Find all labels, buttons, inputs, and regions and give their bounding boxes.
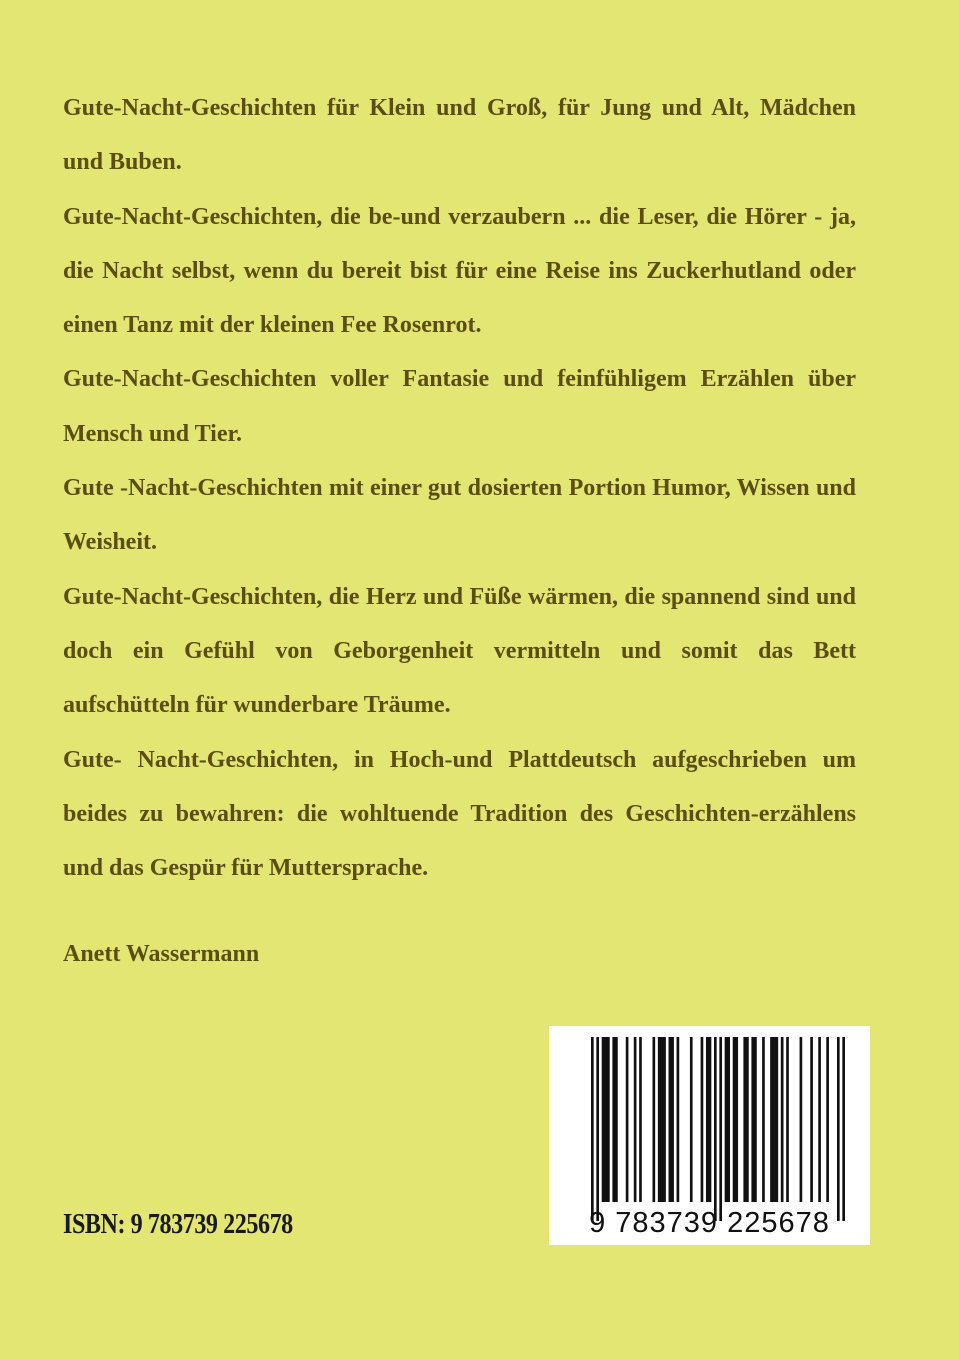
blurb-paragraph: Gute -Nacht-Geschichten mit einer gut dosierten Portion Humor, Wissen und Weisheit.: [63, 475, 856, 556]
blurb-paragraph: Gute-Nacht-Geschichten für Klein und Groß, für Jung und Alt, Mädchen und Buben.: [63, 95, 856, 176]
barcode-bar: [602, 1037, 610, 1202]
blurb-paragraph: Gute- Nacht-Geschichten, in Hoch-und Plattdeutsch aufgeschrieben um beides zu bewahren: die wohltuende Tradition des Geschichten-erzählens und das Gespür für Muttersprache.: [63, 746, 856, 882]
blurb-paragraph: Gute-Nacht-Geschichten, die be-und verzaubern ... die Leser, die Hörer - ja, die Nacht selbst, wenn du bereit bist für eine Reise ins Zuckerhutland oder einen Tanz mit der kleinen Fee Rosenrot.: [63, 203, 856, 339]
barcode-bar: [837, 1037, 840, 1221]
barcode-bar: [770, 1037, 778, 1202]
isbn-label: ISBN: 9 783739 225678: [63, 1209, 293, 1240]
barcode-bar: [733, 1037, 738, 1202]
barcode-bar: [725, 1037, 730, 1202]
barcode-digits: 9 783739 225678: [589, 1207, 830, 1239]
barcode-bar: [612, 1037, 617, 1202]
barcode-bar: [719, 1037, 722, 1221]
barcode-bar: [652, 1037, 655, 1202]
barcode-bar: [634, 1037, 637, 1202]
barcode-bar: [701, 1037, 704, 1202]
barcode-bar: [714, 1037, 717, 1221]
barcode-bar: [781, 1037, 784, 1202]
barcode-bar: [591, 1037, 594, 1221]
barcode-bar: [786, 1037, 789, 1202]
barcode-bar: [842, 1037, 845, 1221]
barcode-bar: [690, 1037, 693, 1202]
blurb-paragraph: Gute-Nacht-Geschichten, die Herz und Füße wärmen, die spannend sind und doch ein Gefühl von Geborgenheit vermitteln und somit das Bett aufschütteln für wunderbare Träume.: [63, 583, 856, 719]
barcode-bar: [658, 1037, 666, 1202]
author-name: Anett Wassermann: [63, 941, 260, 967]
barcode-bar: [677, 1037, 680, 1202]
barcode-bar: [706, 1037, 711, 1202]
barcode-bar: [800, 1037, 803, 1202]
barcode-bar: [762, 1037, 765, 1202]
barcode-bar: [826, 1037, 829, 1202]
blurb-paragraph: Gute-Nacht-Geschichten voller Fantasie und feinfühligem Erzählen über Mensch und Tier.: [63, 366, 856, 447]
barcode-bar: [810, 1037, 813, 1202]
barcode-bar: [639, 1037, 642, 1202]
barcode-bar: [751, 1037, 756, 1202]
barcode-bar: [626, 1037, 629, 1202]
barcode-bar: [669, 1037, 674, 1202]
barcode-bar: [743, 1037, 748, 1202]
barcode-bar: [818, 1037, 821, 1202]
back-cover-blurb: [63, 81, 856, 895]
barcode: [549, 1026, 870, 1245]
barcode-bar: [596, 1037, 599, 1221]
